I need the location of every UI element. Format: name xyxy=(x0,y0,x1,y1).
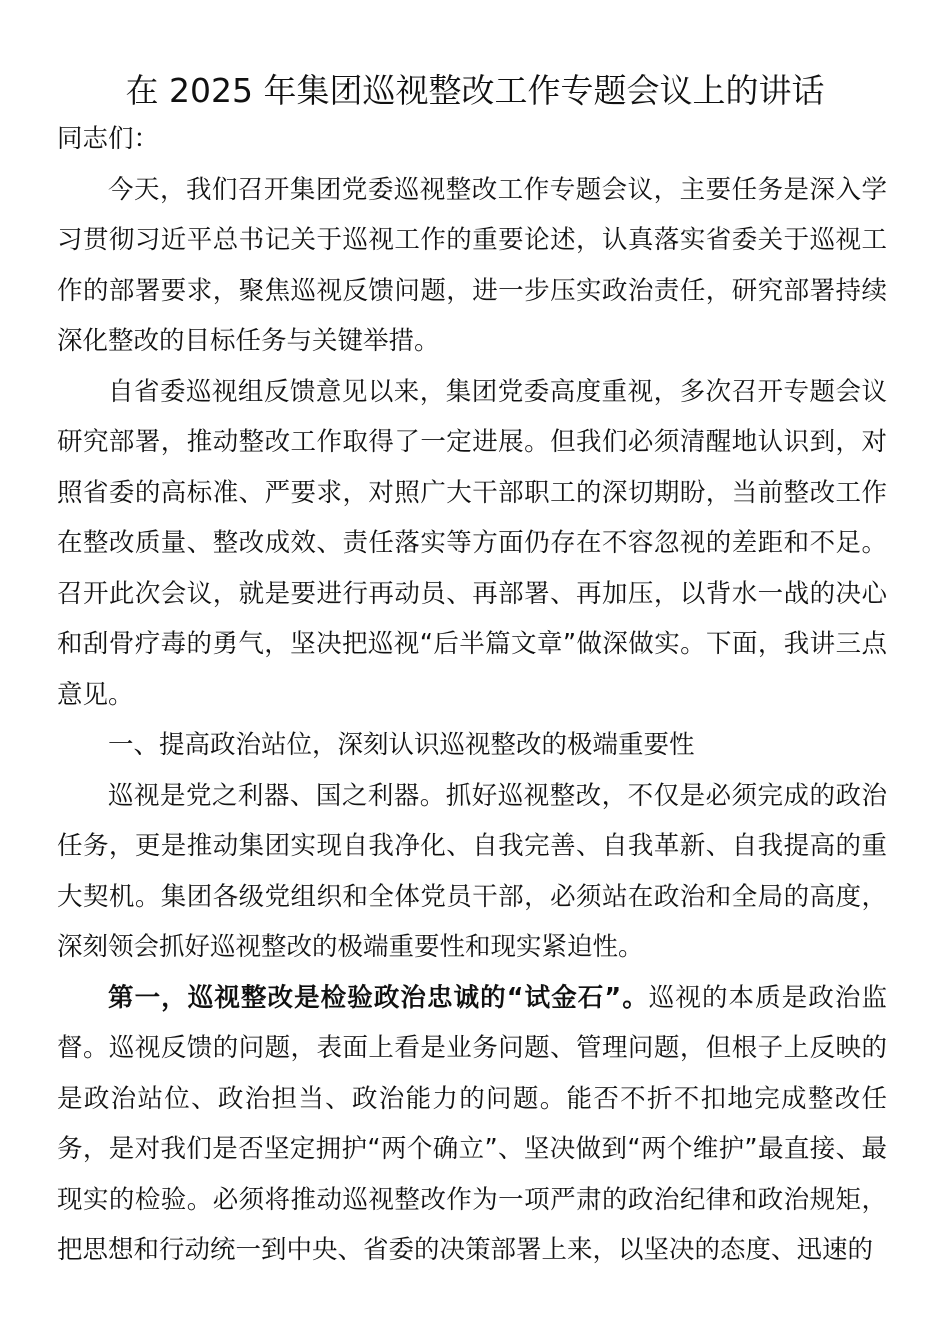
salutation: 同志们： xyxy=(57,124,160,154)
point-one-lead: 第一，巡视整改是检验政治忠诚的“试金石”。 xyxy=(108,982,649,1013)
paragraph-section-one: 巡视是党之利器、国之利器。抓好巡视整改，不仅是必须完成的政治任务，更是推动集团实现自我净化、自我完善、自我革新、自我提高的重大契机。集团各级党组织和全体党员干部，必须站在政治和全局的高度，深刻领会抓好巡视整改的极端重要性和现实紧迫性。 xyxy=(57,780,887,962)
point-one-text: 巡视的本质是政治监督。巡视反馈的问题，表面上看是业务问题、管理问题，但根子上反映的是政治站位、政治担当、政治能力的问题。能否不折不扣地完成整改任务，是对我们是否坚定拥护“两个确立”、坚决做到“两个维护”最直接、最现实的检验。必须将推动巡视整改作为一项严肃的政治纪律和政治规矩，把思想和行动统一到中央、省委的决策部署上来，以坚决的态度、迅速的 xyxy=(57,982,887,1265)
document-title: 在 2025 年集团巡视整改工作专题会议上的讲话 xyxy=(125,71,825,110)
document-body xyxy=(57,114,887,1276)
paragraph-point-one xyxy=(57,973,887,1276)
paragraph-intro: 今天，我们召开集团党委巡视整改工作专题会议，主要任务是深入学习贯彻习近平总书记关于巡视工作的重要论述，认真落实省委关于巡视工作的部署要求，聚焦巡视反馈问题，进一步压实政治责任，研究部署持续深化整改的目标任务与关键举措。 xyxy=(57,174,887,356)
section-heading: 一、提高政治站位，深刻认识巡视整改的极端重要性 xyxy=(108,730,695,760)
paragraph-background: 自省委巡视组反馈意见以来，集团党委高度重视，多次召开专题会议研究部署，推动整改工作取得了一定进展。但我们必须清醒地认识到，对照省委的高标准、严要求，对照广大干部职工的深切期盼，当前整改工作在整改质量、整改成效、责任落实等方面仍存在不容忽视的差距和不足。召开此次会议，就是要进行再动员、再部署、再加压，以背水一战的决心和刮骨疗毒的勇气，坚决把巡视“后半篇文章”做深做实。下面，我讲三点意见。 xyxy=(57,376,887,710)
